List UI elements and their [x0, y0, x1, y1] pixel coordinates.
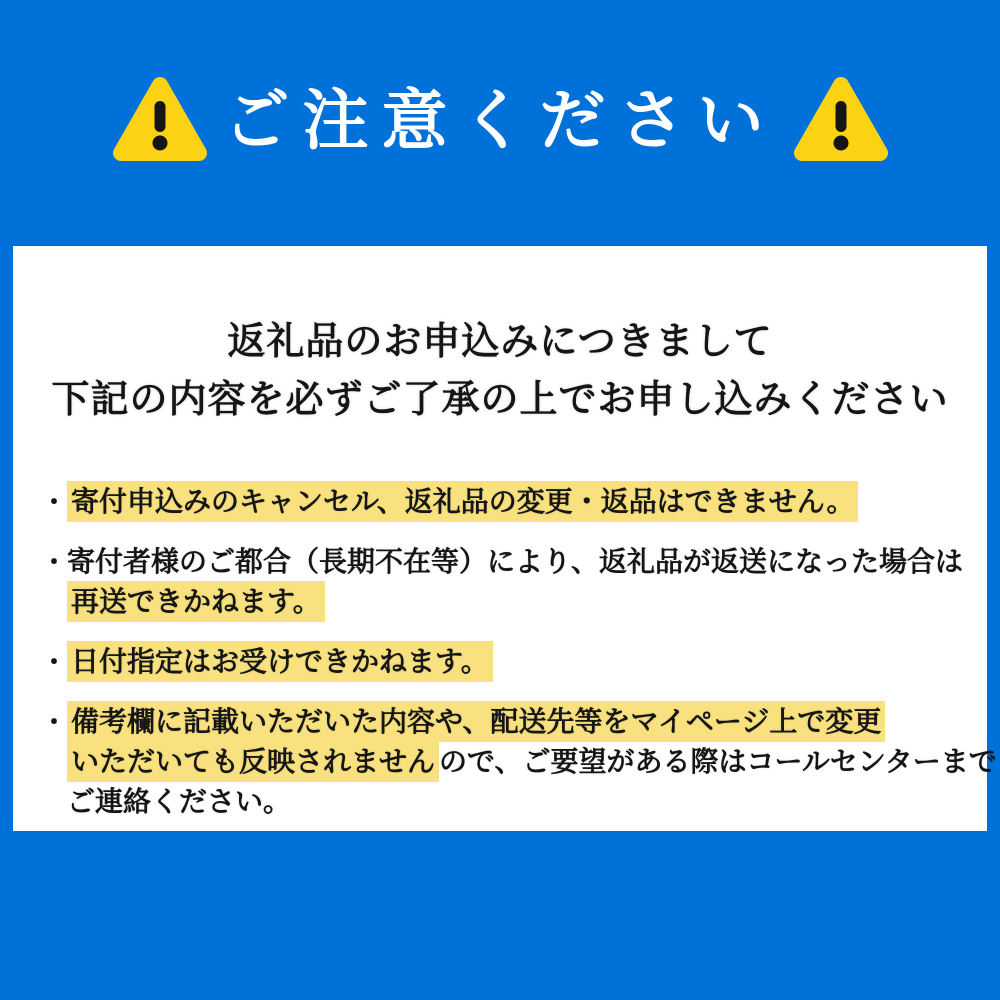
warning-triangle-icon [110, 73, 210, 167]
bullet-marker: ・ [41, 487, 68, 517]
highlighted-text: 寄付申込みのキャンセル、返礼品の変更・返品はできません。 [67, 481, 858, 522]
bullet-marker: ・ [41, 647, 68, 677]
bullet-text [67, 542, 967, 622]
notice-bullet [41, 702, 997, 822]
bullet-text [67, 482, 967, 522]
notice-bullet [41, 642, 967, 682]
highlighted-text: 日付指定はお受けできかねます。 [67, 641, 493, 682]
title-row [0, 68, 1000, 172]
plain-text: ので、ご要望がある際はコールセンターまで [439, 746, 997, 777]
notice-panel [13, 246, 997, 831]
plain-text: 寄付者様のご都合（長期不在等）により、返礼品が返送になった場合は [67, 546, 964, 577]
plain-text: ご連絡ください。 [67, 786, 292, 817]
page-title: ご注意ください [223, 83, 777, 157]
notice-bullet [41, 482, 967, 522]
notice-list [33, 482, 997, 822]
warning-triangle-icon [791, 73, 891, 167]
notice-bullet [41, 542, 967, 622]
highlighted-text: 再送できかねます。 [67, 581, 325, 622]
bullet-text [67, 702, 997, 822]
bullet-text [67, 642, 967, 682]
panel-heading-line1: 返礼品のお申込みにつきまして [227, 321, 773, 363]
highlighted-text: 備考欄に記載いただいた内容や、配送先等をマイページ上で変更 [67, 701, 885, 742]
panel-heading-line2: 下記の内容を必ずご了承の上でお申し込みください [51, 379, 949, 421]
bullet-marker: ・ [41, 707, 68, 737]
bullet-marker: ・ [41, 547, 68, 577]
highlighted-text: いただいても反映されません [67, 741, 439, 782]
